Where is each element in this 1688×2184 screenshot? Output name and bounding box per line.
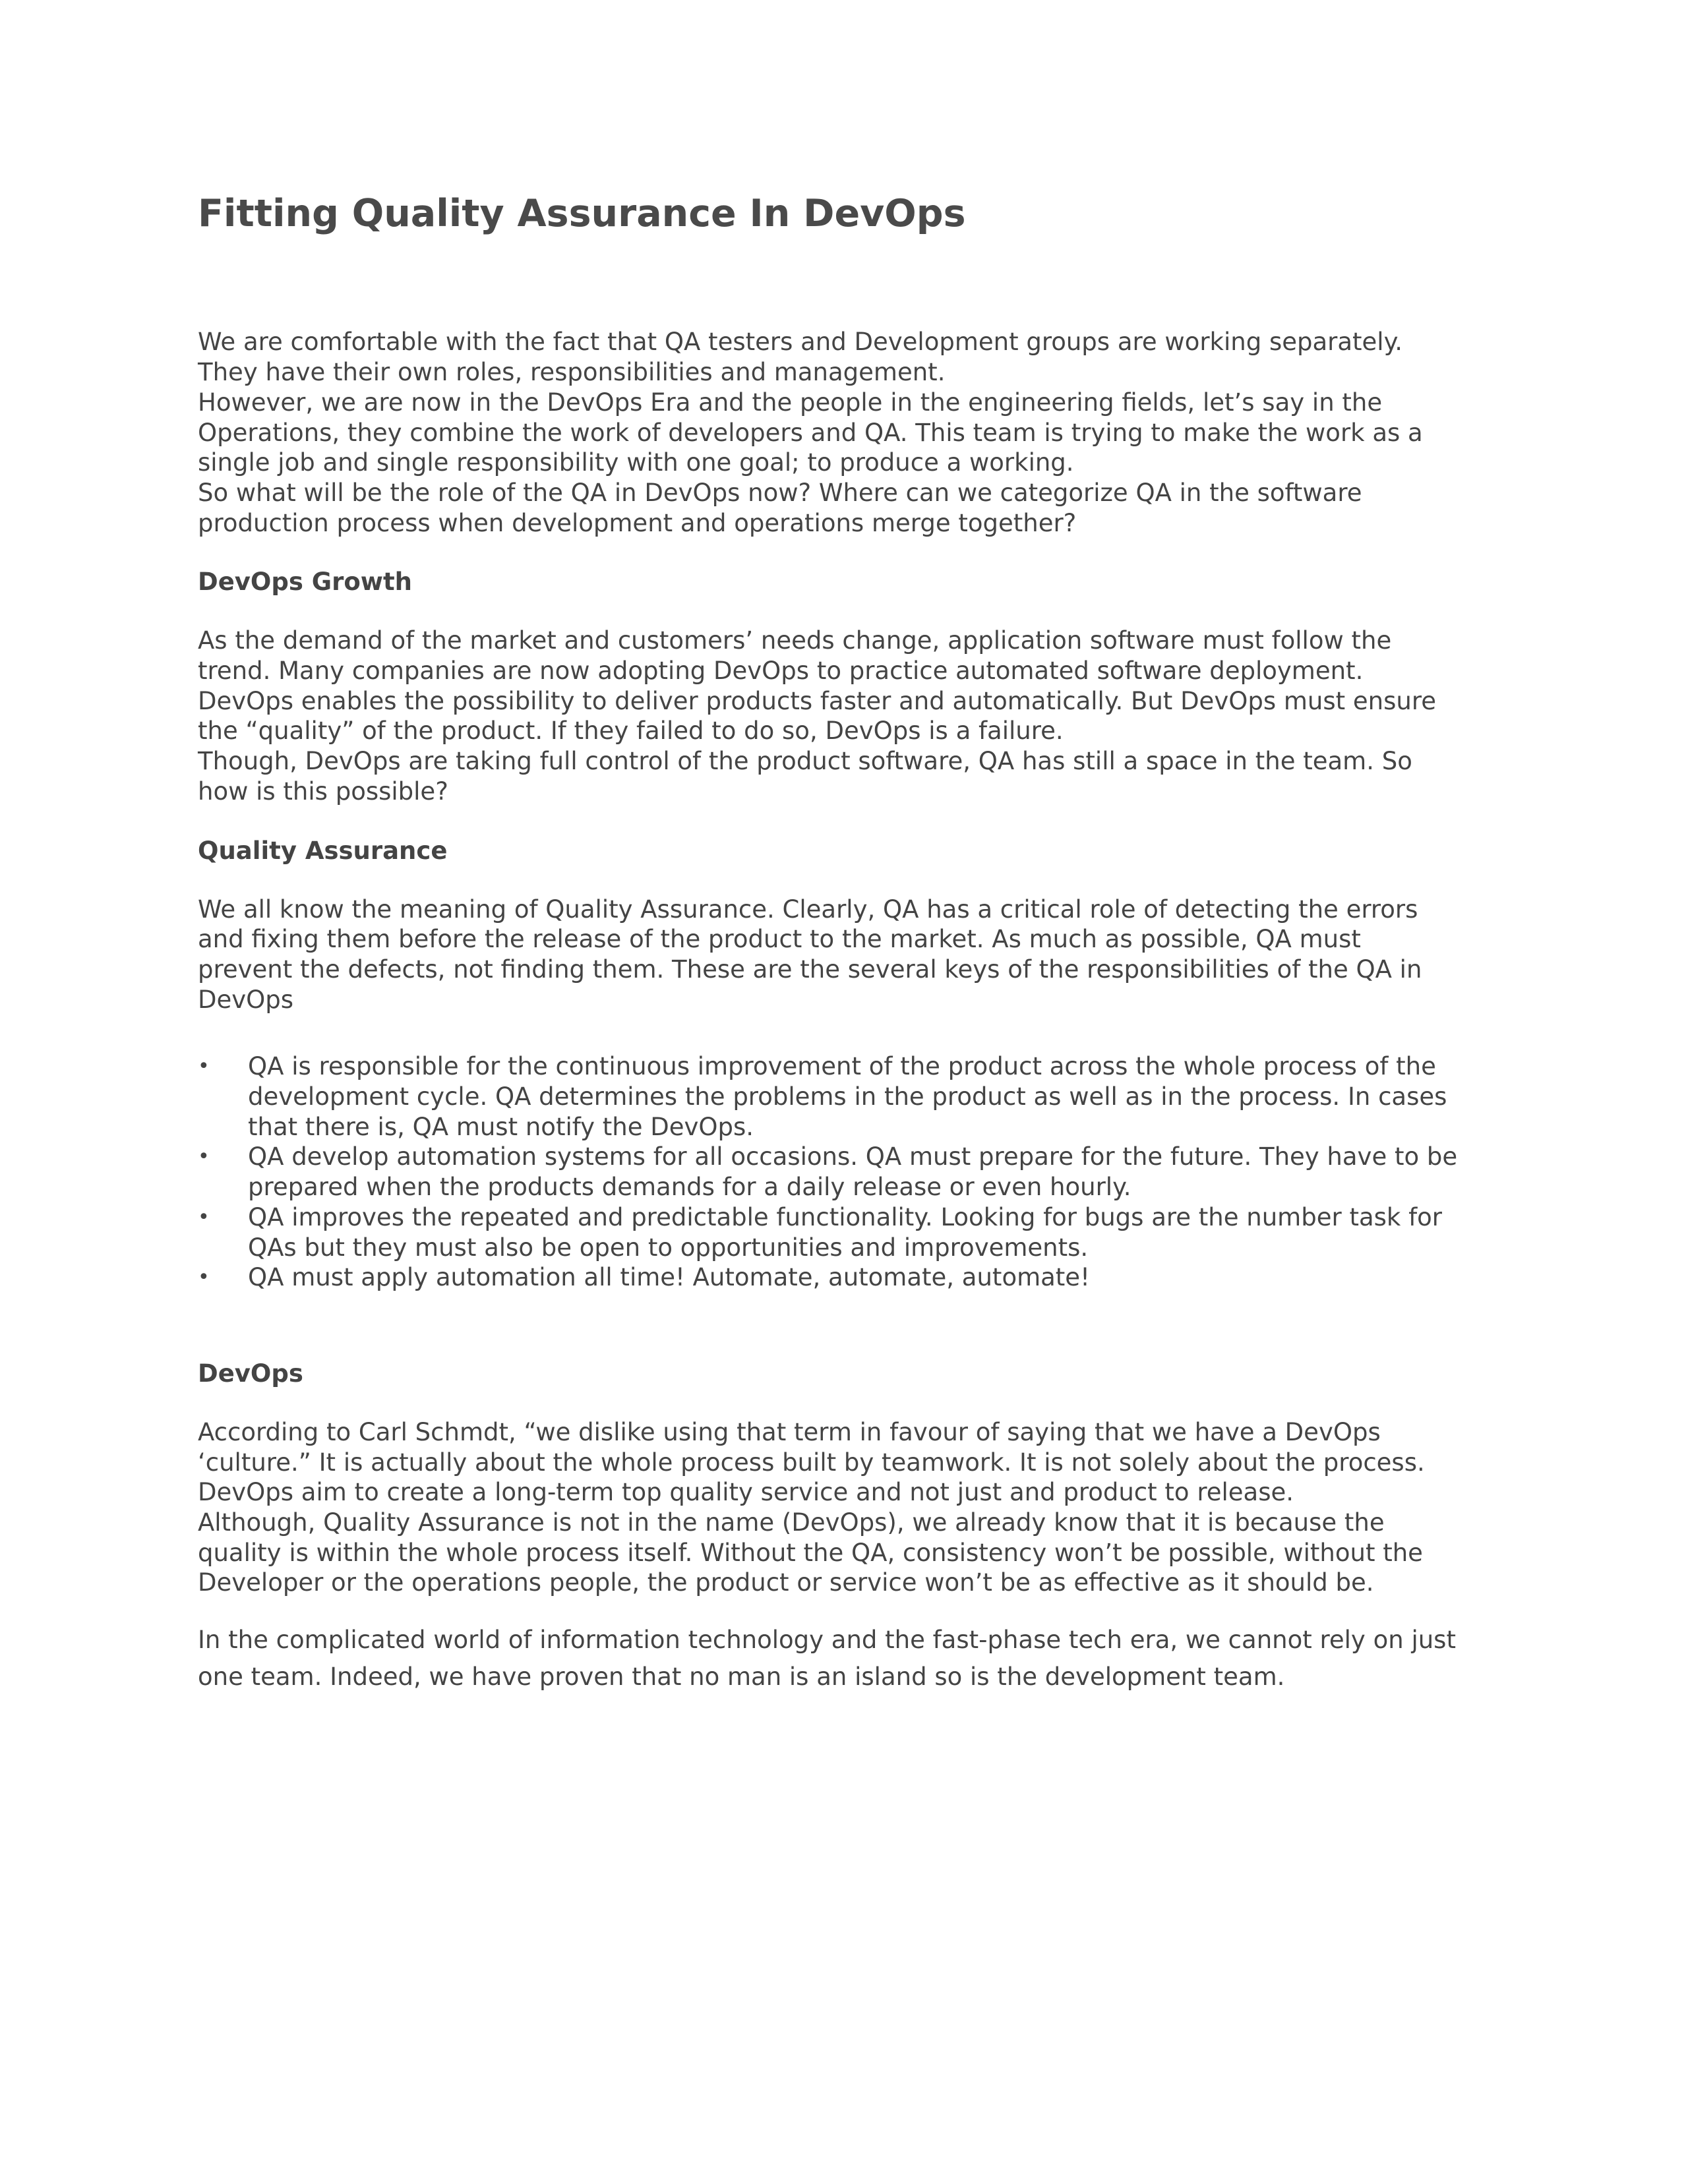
devops-paragraph: [198, 1417, 1490, 1598]
text-line: We are comfortable with the fact that QA testers and Development groups are working separately.: [198, 328, 1402, 357]
text-line: So what will be the role of the QA in DevOps now? Where can we categorize QA in the software: [198, 478, 1362, 507]
text-line: and fixing them before the release of the product to the market. As much as possible, QA must: [198, 925, 1361, 954]
text-line: trend. Many companies are now adopting DevOps to practice automated software deployment.: [198, 657, 1364, 686]
bullet-icon: •: [198, 1145, 210, 1169]
text-line: In the complicated world of information technology and the fast-phase tech era, we cannot rely on just: [198, 1626, 1456, 1655]
qa-responsibilities-list: [198, 1051, 1490, 1293]
text-line: the “quality” of the product. If they failed to do so, DevOps is a failure.: [198, 717, 1064, 746]
text-line: According to Carl Schmdt, “we dislike using that term in favour of saying that we have a DevOps: [198, 1417, 1381, 1446]
text-line: However, we are now in the DevOps Era and the people in the engineering fields, let’s say in the: [198, 388, 1383, 417]
text-line: QA improves the repeated and predictable functionality. Looking for bugs are the number task for: [248, 1202, 1442, 1231]
text-line: quality is within the whole process itself. Without the QA, consistency won’t be possible, without the: [198, 1538, 1423, 1567]
text-line: Though, DevOps are taking full control of the product software, QA has still a space in the team. So: [198, 747, 1412, 776]
text-line: QA is responsible for the continuous improvement of the product across the whole process of the: [248, 1052, 1436, 1081]
text-line: DevOps enables the possibility to deliver products faster and automatically. But DevOps must ensure: [198, 686, 1437, 715]
list-item: [198, 1051, 1490, 1142]
list-item: [198, 1202, 1490, 1262]
closing-paragraph: [198, 1622, 1490, 1696]
section-heading-devops-growth: DevOps Growth: [198, 568, 413, 597]
intro-paragraph: [198, 327, 1490, 538]
text-line: We all know the meaning of Quality Assurance. Clearly, QA has a critical role of detecting the errors: [198, 895, 1418, 924]
text-line: Developer or the operations people, the product or service won’t be as effective as it should be.: [198, 1568, 1374, 1597]
text-line: one team. Indeed, we have proven that no man is an island so is the development team.: [198, 1663, 1285, 1692]
text-line: Although, Quality Assurance is not in the name (DevOps), we already know that it is because the: [198, 1508, 1385, 1537]
text-line: production process when development and operations merge together?: [198, 508, 1077, 537]
text-line: prevent the defects, not finding them. These are the several keys of the responsibilities of the QA in: [198, 955, 1422, 984]
list-item: [198, 1142, 1490, 1202]
list-item: [198, 1262, 1490, 1293]
bullet-icon: •: [198, 1055, 210, 1078]
text-line: single job and single responsibility with one goal; to produce a working.: [198, 448, 1074, 477]
text-line: QA develop automation systems for all occasions. QA must prepare for the future. They have to be: [248, 1142, 1458, 1171]
text-line: DevOps aim to create a long-term top quality service and not just and product to release.: [198, 1478, 1294, 1507]
document-title: Fitting Quality Assurance In DevOps: [198, 192, 966, 235]
text-line: ‘culture.” It is actually about the whole process built by teamwork. It is not solely about the process.: [198, 1448, 1425, 1477]
text-line: They have their own roles, responsibilities and management.: [198, 358, 946, 387]
text-line: As the demand of the market and customers’ needs change, application software must follow the: [198, 626, 1392, 655]
text-line: prepared when the products demands for a daily release or even hourly.: [248, 1173, 1131, 1202]
devops-growth-paragraph: [198, 626, 1490, 806]
text-line: Operations, they combine the work of developers and QA. This team is trying to make the work as a: [198, 418, 1423, 447]
text-line: how is this possible?: [198, 777, 448, 806]
text-line: development cycle. QA determines the problems in the product as well as in the process. In cases: [248, 1082, 1447, 1111]
section-heading-quality-assurance: Quality Assurance: [198, 836, 448, 865]
text-line: QAs but they must also be open to opportunities and improvements.: [248, 1233, 1089, 1262]
bullet-icon: •: [198, 1205, 210, 1229]
text-line: that there is, QA must notify the DevOps.: [248, 1112, 754, 1141]
text-line: QA must apply automation all time! Automate, automate, automate!: [248, 1263, 1090, 1292]
quality-assurance-paragraph: [198, 895, 1490, 1015]
bullet-icon: •: [198, 1266, 210, 1289]
text-line: DevOps: [198, 985, 294, 1014]
section-heading-devops: DevOps: [198, 1359, 303, 1388]
document-page: [198, 191, 1490, 1696]
